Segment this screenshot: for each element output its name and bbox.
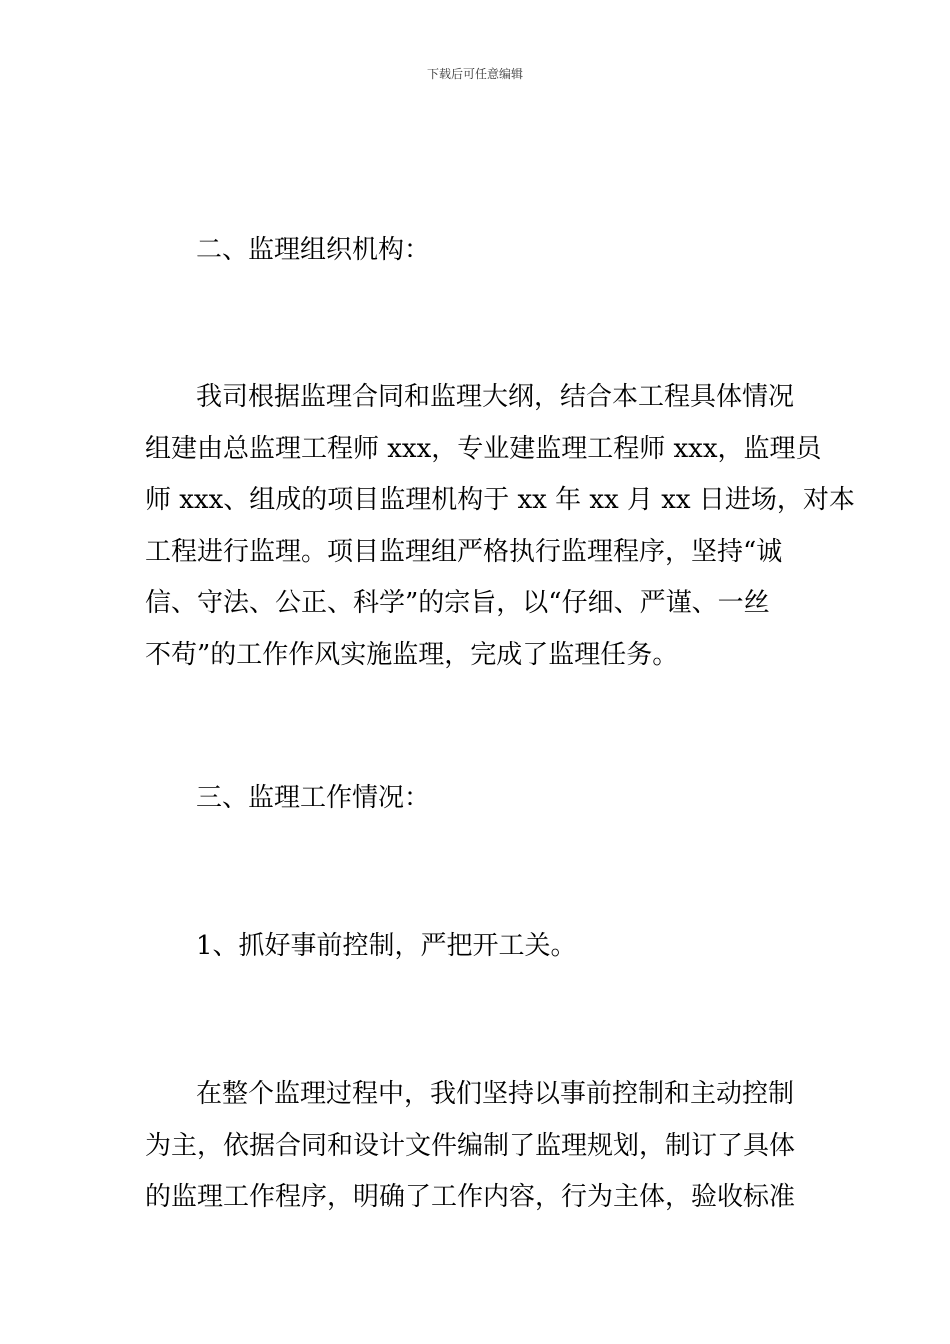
paragraph-line: 信、守法、公正、科学”的宗旨，以“仔细、严谨、一丝	[145, 588, 770, 619]
paragraph-line: 师 xxx、组成的项目监理机构于 xx 年 xx 月 xx 日进场，对本	[145, 485, 855, 516]
section-heading-organization: 二、监理组织机构：	[196, 235, 431, 265]
sub-heading-pre-control: 1、抓好事前控制，严把开工关。	[196, 931, 577, 961]
paragraph-line: 工程进行监理。项目监理组严格执行监理程序，坚持“诚	[145, 536, 783, 567]
page-header: 下载后可任意编辑	[426, 67, 523, 81]
paragraph-organization	[145, 372, 855, 682]
paragraph-line: 组建由总监理工程师 xxx，专业建监理工程师 xxx，监理员	[145, 433, 822, 464]
paragraph-line: 不苟”的工作作风实施监理，完成了监理任务。	[145, 639, 679, 670]
paragraph-line: 我司根据监理合同和监理大纲，结合本工程具体情况	[196, 382, 795, 412]
section-heading-work: 三、监理工作情况：	[196, 783, 431, 813]
paragraph-line: 为主，依据合同和设计文件编制了监理规划，制订了具体	[145, 1130, 796, 1161]
paragraph-pre-control	[145, 1069, 815, 1224]
paragraph-line: 在整个监理过程中，我们坚持以事前控制和主动控制	[196, 1079, 795, 1109]
paragraph-line: 的监理工作程序，明确了工作内容，行为主体，验收标准	[145, 1182, 796, 1213]
